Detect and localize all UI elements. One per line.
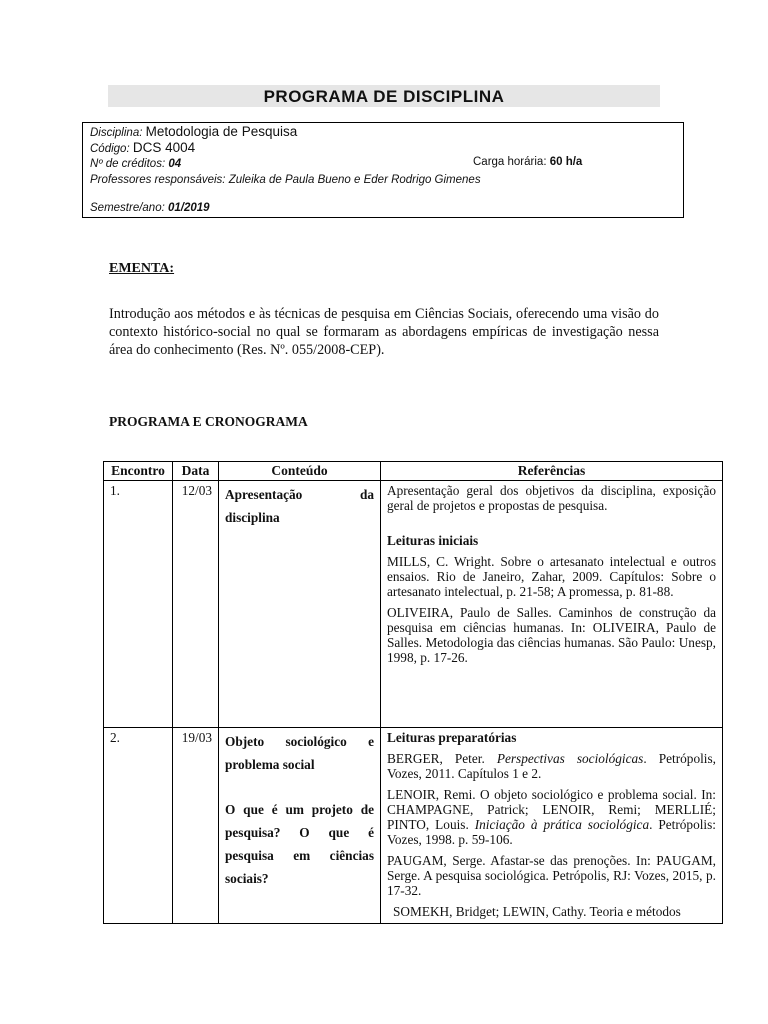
schedule-table (103, 461, 723, 924)
professores-text: Professores responsáveis: Zuleika de Paula Bueno e Eder Rodrigo Gimenes (90, 174, 481, 186)
disciplina-value: Metodologia de Pesquisa (145, 124, 298, 139)
conteudo-cell (219, 728, 381, 924)
codigo-label: Código: (90, 143, 130, 155)
header-encontro: Encontro (104, 462, 173, 481)
ref-item: OLIVEIRA, Paulo de Salles. Caminhos de construção da pesquisa em ciências humanas. In: OLIVEIRA, Paulo de Salles. Metodologia das ciências humanas. São Paulo: Unesp, 1998, p. 17-26. (387, 605, 716, 665)
semestre-line (90, 202, 210, 214)
disciplina-label: Disciplina: (90, 127, 143, 139)
ref-text: . Petrópolis, Vozes, 2011. Capítulos 1 e 2. (387, 751, 716, 781)
data-cell: 19/03 (173, 728, 219, 924)
document-title: PROGRAMA DE DISCIPLINA (108, 85, 660, 107)
ref-item: PAUGAM, Serge. Afastar-se das prenoções. In: PAUGAM, Serge. A pesquisa sociológica. Petrópolis, RJ: Vozes, 2015, p. 17-32. (387, 853, 716, 898)
ref-subheading: Leituras preparatórias (387, 730, 517, 745)
data-cell: 12/03 (173, 481, 219, 728)
header-referencias: Referências (381, 462, 723, 481)
ref-title-italic: Iniciação à prática sociológica (474, 817, 650, 832)
header-data: Data (173, 462, 219, 481)
table-row (104, 481, 723, 728)
conteudo-cell (219, 481, 381, 728)
conteudo-text: Apresentação da disciplina (225, 487, 374, 525)
carga-value: 60 h/a (549, 156, 583, 168)
carga-line (473, 156, 582, 168)
referencias-cell (381, 481, 723, 728)
conteudo-text: O que é um projeto de pesquisa? O que é pesquisa em ciências sociais? (225, 802, 374, 886)
creditos-line (90, 158, 181, 170)
disciplina-line (90, 124, 297, 139)
carga-label: Carga horária: (473, 156, 547, 168)
professores-line (90, 174, 481, 186)
codigo-value: DCS 4004 (132, 140, 196, 155)
ref-title-italic: Perspectivas sociológicas (496, 751, 644, 766)
creditos-value: 04 (168, 158, 182, 170)
ref-text: BERGER, Peter. (387, 751, 497, 766)
ref-subheading: Leituras iniciais (387, 533, 479, 548)
ementa-heading: EMENTA: (109, 261, 175, 276)
ref-item (387, 787, 716, 847)
programa-heading: PROGRAMA E CRONOGRAMA (109, 414, 308, 429)
referencias-cell (381, 728, 723, 924)
ref-item: MILLS, C. Wright. Sobre o artesanato intelectual e outros ensaios. Rio de Janeiro, Zahar, 2009. Capítulos: Sobre o artesanato intelectual, p. 21-58; A promessa, p. 81-88. (387, 554, 716, 599)
conteudo-text: Objeto sociológico e problema social (225, 734, 374, 772)
ref-intro: Apresentação geral dos objetivos da disciplina, exposição geral de projetos e propostas de pesquisa. (387, 483, 716, 513)
ementa-text: Introdução aos métodos e às técnicas de pesquisa em Ciências Sociais, oferecendo uma visão do contexto histórico-social no qual se formaram as abordagens empíricas de investigação nessa área do conhecimento (Res. Nº. 055/2008-CEP). (109, 306, 659, 358)
table-row (104, 728, 723, 924)
ref-text: . Petrópolis: Vozes, 1998. p. 59-106. (387, 817, 716, 847)
semestre-value: 01/2019 (168, 202, 210, 214)
ref-item (387, 751, 716, 781)
ref-text: LENOIR, Remi. O objeto sociológico e problema social. In: CHAMPAGNE, Patrick; LENOIR, Remi; MERLLIÉ; PINTO, Louis. (387, 787, 716, 832)
course-info-box (82, 122, 684, 218)
ref-item: SOMEKH, Bridget; LEWIN, Cathy. Teoria e métodos (393, 904, 681, 919)
codigo-line (90, 140, 195, 155)
header-conteudo: Conteúdo (219, 462, 381, 481)
encontro-cell: 1. (104, 481, 173, 728)
creditos-label: Nº de créditos: (90, 158, 166, 170)
encontro-cell: 2. (104, 728, 173, 924)
table-header-row (104, 462, 723, 481)
semestre-label: Semestre/ano: (90, 202, 165, 214)
